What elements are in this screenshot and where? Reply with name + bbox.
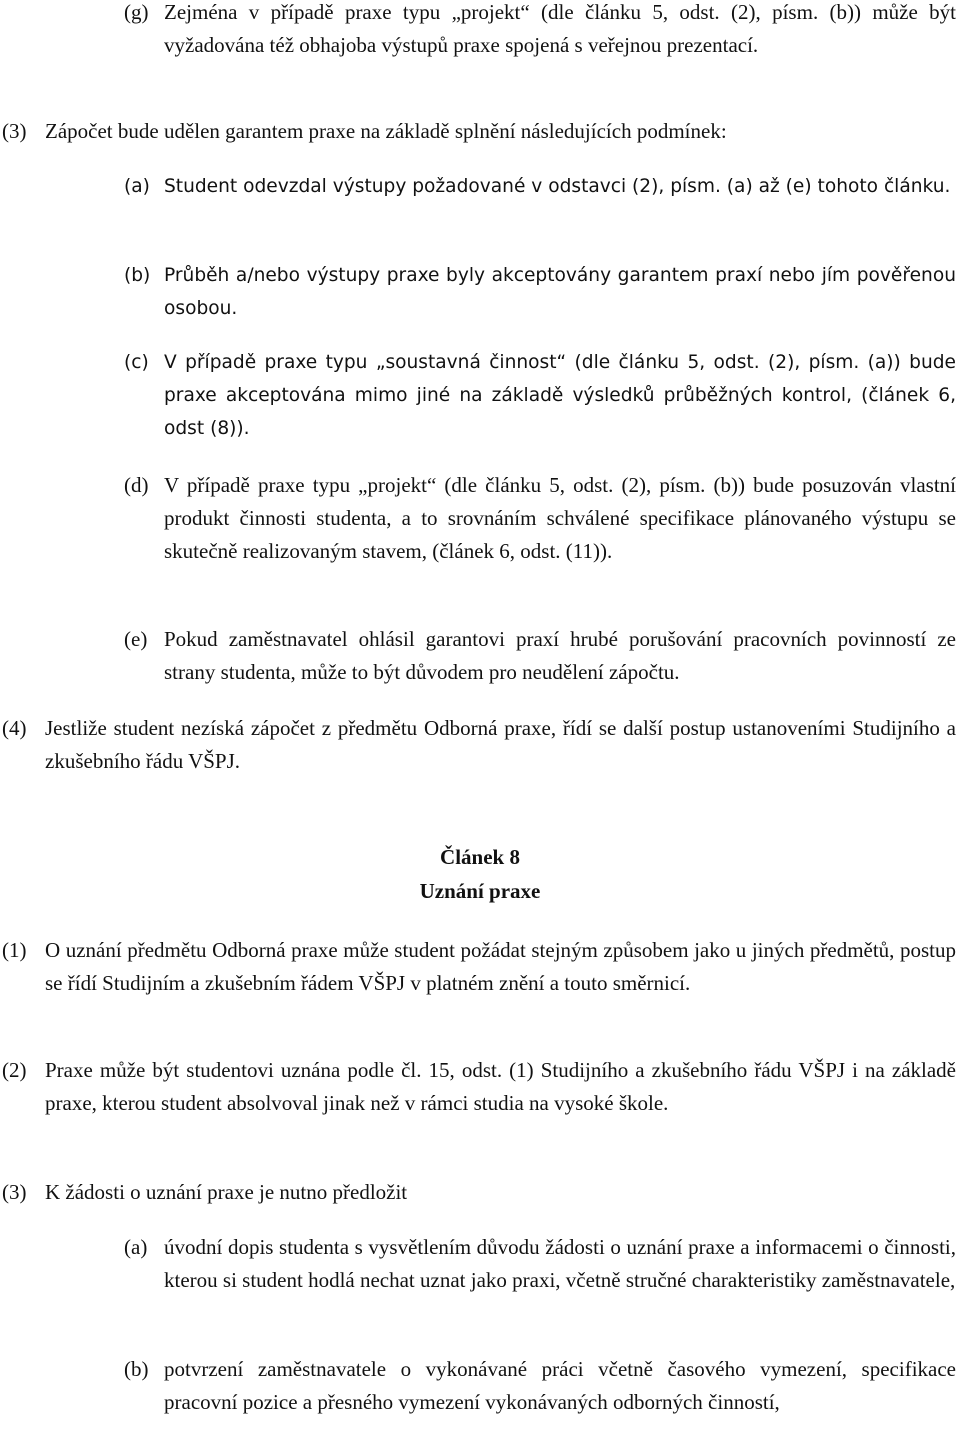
item-text: Pokud zaměstnavatel ohlásil garantovi praxí hrubé porušování pracovních povinností ze strany studenta, může to být důvodem pro neudělení zápočtu. xyxy=(164,627,956,684)
item-text: Zejména v případě praxe typu „projekt“ (dle článku 5, odst. (2), písm. (b)) může být vyžadována též obhajoba výstupů praxe spojená s veřejnou prezentací. xyxy=(164,0,956,57)
paragraph-label: (2) xyxy=(2,1058,27,1082)
paragraph-text: O uznání předmětu Odborná praxe může student požádat stejným způsobem jako u jiných předmětů, postup se řídí Studijním a zkušebním řádem VŠPJ v platném znění a touto směrnicí. xyxy=(45,938,956,995)
article-paragraph-1 xyxy=(2,934,956,1000)
item-label: (a) xyxy=(124,176,150,197)
list-item-b xyxy=(124,259,956,325)
item-label: (c) xyxy=(124,352,149,373)
item-text: Průběh a/nebo výstupy praxe byly akceptovány garantem praxí nebo jím pověřenou osobou. xyxy=(164,265,956,319)
list-item-a xyxy=(124,1231,956,1297)
article-number: Článek 8 xyxy=(440,845,520,869)
list-item-e xyxy=(124,623,956,689)
list-item-d xyxy=(124,469,956,568)
item-label: (b) xyxy=(124,265,151,286)
item-label: (g) xyxy=(124,0,149,24)
list-item-a xyxy=(124,170,956,203)
article-title: Uznání praxe xyxy=(419,879,541,903)
article-paragraph-2 xyxy=(2,1054,956,1120)
paragraph-label: (3) xyxy=(2,1180,27,1204)
paragraph-text: Praxe může být studentovi uznána podle čl. 15, odst. (1) Studijního a zkušebního řádu VŠPJ i na základě praxe, kterou student absolvoval jinak než v rámci studia na vysoké škole. xyxy=(45,1058,956,1115)
paragraph-label: (3) xyxy=(2,119,27,143)
item-text: Student odevzdal výstupy požadované v odstavci (2), písm. (a) až (e) tohoto článku. xyxy=(164,176,951,197)
item-label: (b) xyxy=(124,1357,149,1381)
item-text: úvodní dopis studenta s vysvětlením důvodu žádosti o uznání praxe a informacemi o činnosti, kterou si student hodlá nechat uznat jako praxi, včetně stručné charakteristiky zaměstnavatele, xyxy=(164,1235,956,1292)
list-item-g xyxy=(124,0,956,62)
paragraph-3 xyxy=(2,115,956,148)
item-text: potvrzení zaměstnavatele o vykonávané práci včetně časového vymezení, specifikace pracovní pozice a přesného vymezení vykonávaných odborných činností, xyxy=(164,1357,956,1414)
item-text: V případě praxe typu „soustavná činnost“ (dle článku 5, odst. (2), písm. (a)) bude praxe akceptována mimo jiné na základě výsledků průběžných kontrol, (článek 6, odst (8)). xyxy=(164,352,956,439)
paragraph-text: Jestliže student nezíská zápočet z předmětu Odborná praxe, řídí se další postup ustanoveními Studijního a zkušebního řádu VŠPJ. xyxy=(45,716,956,773)
item-label: (e) xyxy=(124,627,148,651)
paragraph-label: (1) xyxy=(2,938,27,962)
article-paragraph-3 xyxy=(2,1176,956,1209)
paragraph-text: Zápočet bude udělen garantem praxe na základě splnění následujících podmínek: xyxy=(45,119,727,143)
list-item-c xyxy=(124,346,956,445)
paragraph-text: K žádosti o uznání praxe je nutno předložit xyxy=(45,1180,408,1204)
list-item-b xyxy=(124,1353,956,1419)
item-label: (a) xyxy=(124,1235,148,1259)
item-text: V případě praxe typu „projekt“ (dle článku 5, odst. (2), písm. (b)) bude posuzován vlastní produkt činnosti studenta, a to srovnáním schválené specifikace plánovaného výstupu se skutečně realizovaným stavem, (článek 6, odst. (11)). xyxy=(164,473,956,563)
paragraph-4 xyxy=(2,712,956,778)
item-label: (d) xyxy=(124,473,149,497)
paragraph-label: (4) xyxy=(2,716,27,740)
